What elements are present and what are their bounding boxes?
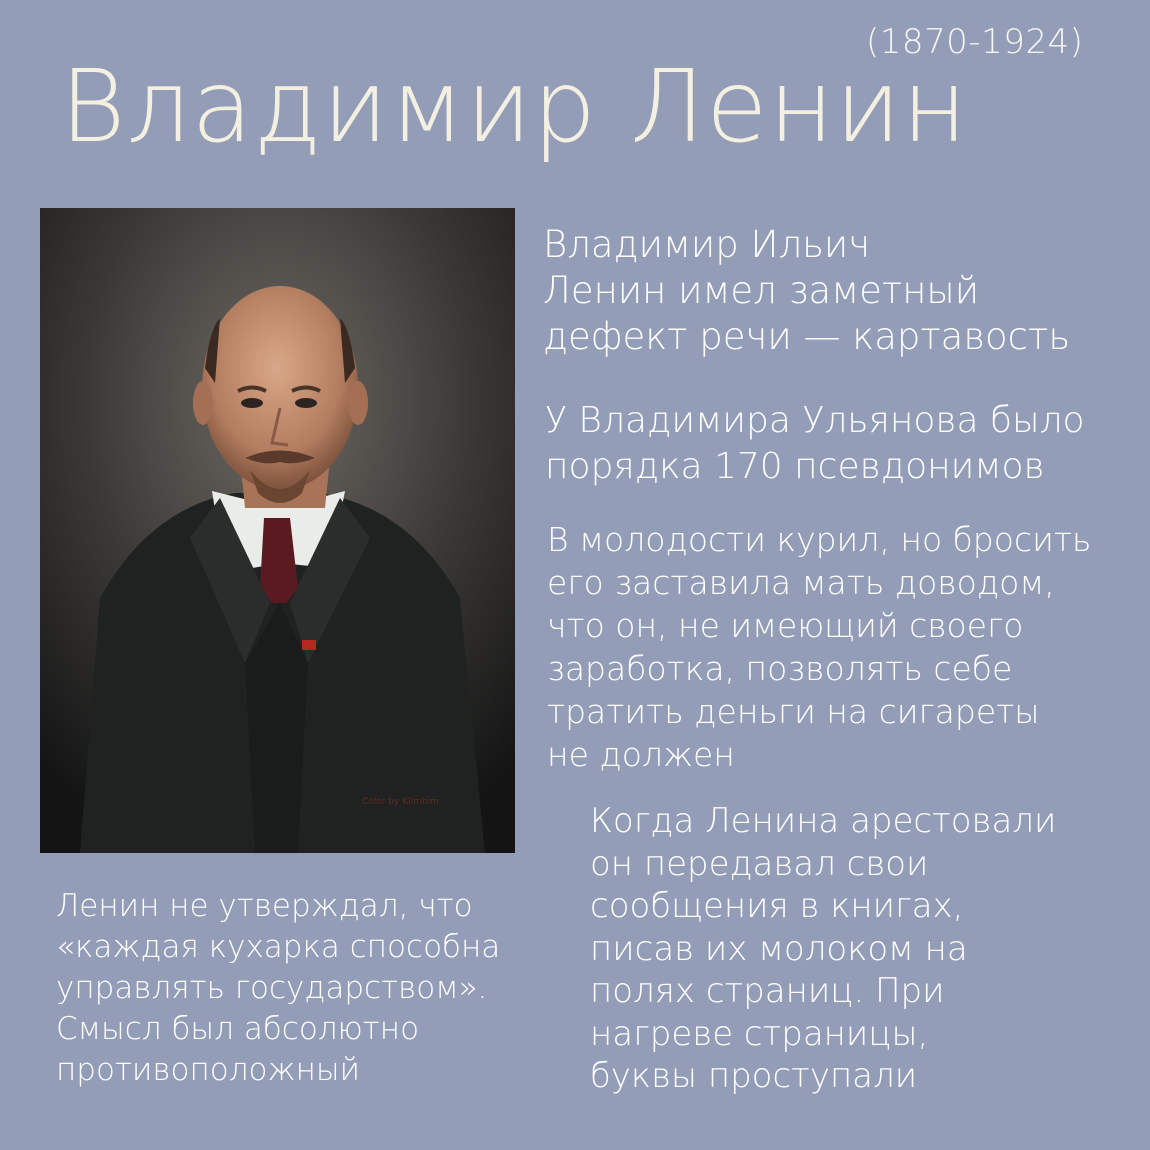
fact-line: У Владимира Ульянова было: [545, 400, 1085, 441]
portrait-caption: Color by Klimbim: [362, 797, 439, 807]
fact-smoking: [547, 518, 1091, 776]
fact-line: он передавал свои: [590, 843, 929, 884]
fact-line: Когда Ленина арестовали: [590, 801, 1057, 841]
fact-line: «каждая кухарка способна: [56, 929, 501, 965]
fact-line: его заставила мать доводом,: [547, 563, 1055, 602]
fact-line: Ленин не утверждал, что: [56, 888, 473, 924]
years-label: (1870-1924): [866, 22, 1084, 62]
fact-line: Смысл был абсолютно: [56, 1011, 420, 1047]
fact-line: В молодости курил, но бросить: [547, 520, 1092, 559]
fact-line: тратить деньги на сигареты: [547, 692, 1040, 731]
fact-line: Владимир Ильич: [543, 223, 871, 266]
fact-pseudonyms: [545, 398, 1085, 490]
fact-line: заработка, позволять себе: [547, 649, 1013, 688]
fact-milk-letters: [590, 800, 1056, 1098]
fact-line: не должен: [547, 735, 735, 774]
fact-line: нагреве страницы,: [590, 1013, 929, 1054]
fact-line: дефект речи — картавость: [543, 315, 1071, 358]
fact-speech: [543, 222, 1070, 360]
fact-cook: [56, 886, 500, 1091]
fact-line: управлять государством».: [56, 970, 488, 1006]
fact-line: противоположный: [56, 1052, 361, 1088]
portrait-image: [40, 208, 515, 853]
fact-line: порядка 170 псевдонимов: [545, 446, 1045, 487]
fact-line: писав их молоком на: [590, 928, 968, 969]
fact-line: сообщения в книгах,: [590, 886, 964, 926]
fact-line: буквы проступали: [590, 1056, 918, 1096]
fact-line: что он, не имеющий своего: [547, 606, 1024, 645]
page-title: Владимир Ленин: [60, 48, 969, 165]
fact-line: полях страниц. При: [590, 971, 945, 1011]
fact-line: Ленин имел заметный: [543, 269, 980, 312]
